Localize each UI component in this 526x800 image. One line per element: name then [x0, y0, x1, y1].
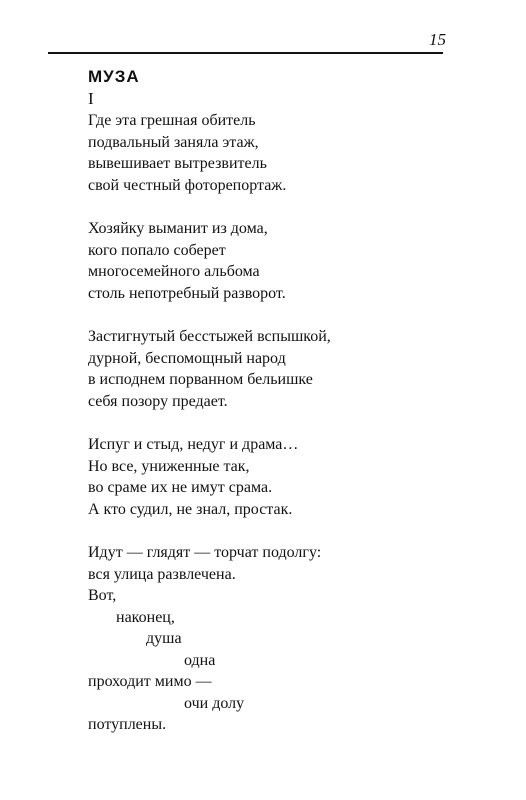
poem-line: Вот,	[88, 587, 117, 604]
poem-line: столь непотребный разворот.	[88, 284, 286, 302]
stanza-2	[88, 218, 448, 304]
poem-line: кого попало соберет	[88, 241, 226, 259]
poem-line: себя позору предает.	[88, 392, 228, 410]
poem-line: вывешивает вытрезвитель	[88, 155, 267, 172]
stanza-3	[88, 326, 448, 412]
poem-line: свой честный фоторепортаж.	[88, 176, 287, 194]
poem-line: во сраме их не имут срама.	[88, 479, 273, 496]
poem-line: наконец,	[116, 608, 175, 626]
header-rule	[48, 52, 443, 54]
poem-line: в исподнем порванном бельишке	[88, 371, 313, 388]
page-number: 15	[429, 30, 446, 49]
poem-line: Испуг и стыд, недуг и драма…	[88, 436, 299, 453]
poem-line: одна	[184, 651, 216, 669]
poem-line: А кто судил, не знал, простак.	[88, 500, 293, 518]
poem-line: Хозяйку выманит из дома,	[88, 220, 268, 237]
poem-line: Но все, униженные так,	[88, 457, 250, 475]
poem-line: проходит мимо —	[88, 673, 212, 690]
stanza-5	[88, 542, 448, 736]
poem-line: вся улица развлечена.	[88, 565, 236, 583]
poem-line: многосемейного альбома	[88, 263, 260, 280]
stanza-1	[88, 110, 448, 196]
poem-title: МУЗА	[88, 67, 140, 86]
poem-line: Застигнутый бесстыжей вспышкой,	[88, 328, 331, 345]
stanza-4	[88, 434, 448, 520]
poem-line: Идут — глядят — торчат подолгу:	[88, 544, 322, 561]
poem-line: душа	[146, 630, 182, 647]
poem-line: подвальный заняла этаж,	[88, 133, 259, 151]
poem-line: очи долу	[184, 694, 245, 712]
poem-line: потуплены.	[88, 716, 167, 733]
poem	[88, 66, 448, 758]
poem-line: Где эта грешная обитель	[88, 112, 256, 129]
poem-line: дурной, беспомощный народ	[88, 349, 286, 367]
section-number: I	[88, 89, 94, 108]
